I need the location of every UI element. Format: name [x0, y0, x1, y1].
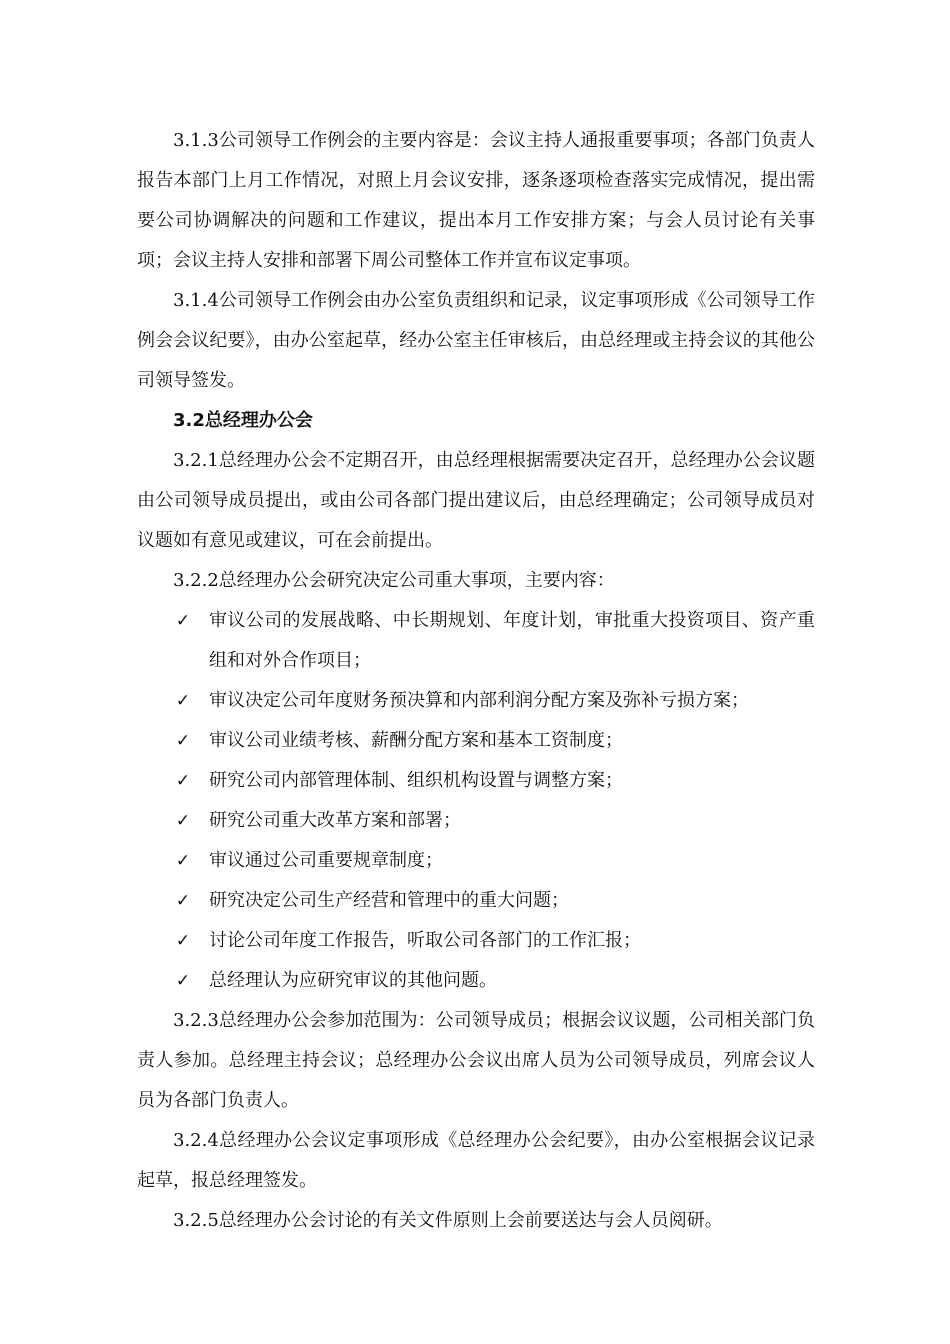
- list-item-text: 审议决定公司年度财务预决算和内部利润分配方案及弥补亏损方案；: [209, 690, 749, 711]
- checkmark-icon: ✓: [175, 851, 191, 871]
- list-item-text: 讨论公司年度工作报告，听取公司各部门的工作汇报；: [209, 930, 641, 951]
- checkmark-icon: ✓: [175, 971, 191, 991]
- checkmark-icon: ✓: [175, 771, 191, 791]
- list-item: [137, 881, 815, 921]
- checkmark-icon: ✓: [175, 931, 191, 951]
- list-item: [137, 801, 815, 841]
- checkmark-icon: ✓: [175, 731, 191, 751]
- section-heading-3-2: 3.2总经理办公会: [173, 410, 313, 431]
- list-item-text: 研究决定公司生产经营和管理中的重大问题；: [209, 890, 569, 911]
- paragraph-3-1-3: 3.1.3公司领导工作例会的主要内容是：会议主持人通报重要事项；各部门负责人报告本部门上月工作情况，对照上月会议安排，逐条逐项检查落实完成情况，提出需要公司协调解决的问题和工作建议，提出本月工作安排方案；与会人员讨论有关事项；会议主持人安排和部署下周公司整体工作并宣布议定事项。: [137, 130, 815, 271]
- paragraph-3-2-3: 3.2.3总经理办公会参加范围为：公司领导成员；根据会议议题，公司相关部门负责人参加。总经理主持会议；总经理办公会议出席人员为公司领导成员，列席会议人员为各部门负责人。: [137, 1010, 815, 1111]
- list-item: [137, 681, 815, 721]
- list-item-text: 总经理认为应研究审议的其他问题。: [209, 970, 497, 991]
- list-item: [137, 721, 815, 761]
- list-item: [137, 961, 815, 1001]
- checkmark-icon: ✓: [175, 891, 191, 911]
- list-item: [137, 761, 815, 801]
- list-item-text: 研究公司内部管理体制、组织机构设置与调整方案；: [209, 770, 623, 791]
- list-item: [137, 601, 815, 681]
- list-item-text: 审议公司的发展战略、中长期规划、年度计划，审批重大投资项目、资产重组和对外合作项目；: [209, 610, 815, 671]
- list-item-text: 审议公司业绩考核、薪酬分配方案和基本工资制度；: [209, 730, 623, 751]
- paragraph-3-1-4: 3.1.4公司领导工作例会由办公室负责组织和记录，议定事项形成《公司领导工作例会会议纪要》，由办公室起草，经办公室主任审核后，由总经理或主持会议的其他公司领导签发。: [137, 290, 815, 391]
- list-item: [137, 921, 815, 961]
- list-item: [137, 841, 815, 881]
- checkmark-icon: ✓: [175, 691, 191, 711]
- list-item-text: 审议通过公司重要规章制度；: [209, 850, 443, 871]
- paragraph-3-2-1: 3.2.1总经理办公会不定期召开，由总经理根据需要决定召开，总经理办公会议题由公司领导成员提出，或由公司各部门提出建议后，由总经理确定；公司领导成员对议题如有意见或建议，可在会前提出。: [137, 450, 815, 551]
- list-item-text: 研究公司重大改革方案和部署；: [209, 810, 461, 831]
- checkmark-icon: ✓: [175, 811, 191, 831]
- paragraph-3-2-4: 3.2.4总经理办公会议定事项形成《总经理办公会纪要》，由办公室根据会议记录起草，报总经理签发。: [137, 1130, 815, 1191]
- checkmark-icon: ✓: [175, 611, 191, 631]
- paragraph-3-2-5: 3.2.5总经理办公会讨论的有关文件原则上会前要送达与会人员阅研。: [173, 1210, 723, 1231]
- paragraph-3-2-2: 3.2.2总经理办公会研究决定公司重大事项，主要内容：: [173, 570, 615, 591]
